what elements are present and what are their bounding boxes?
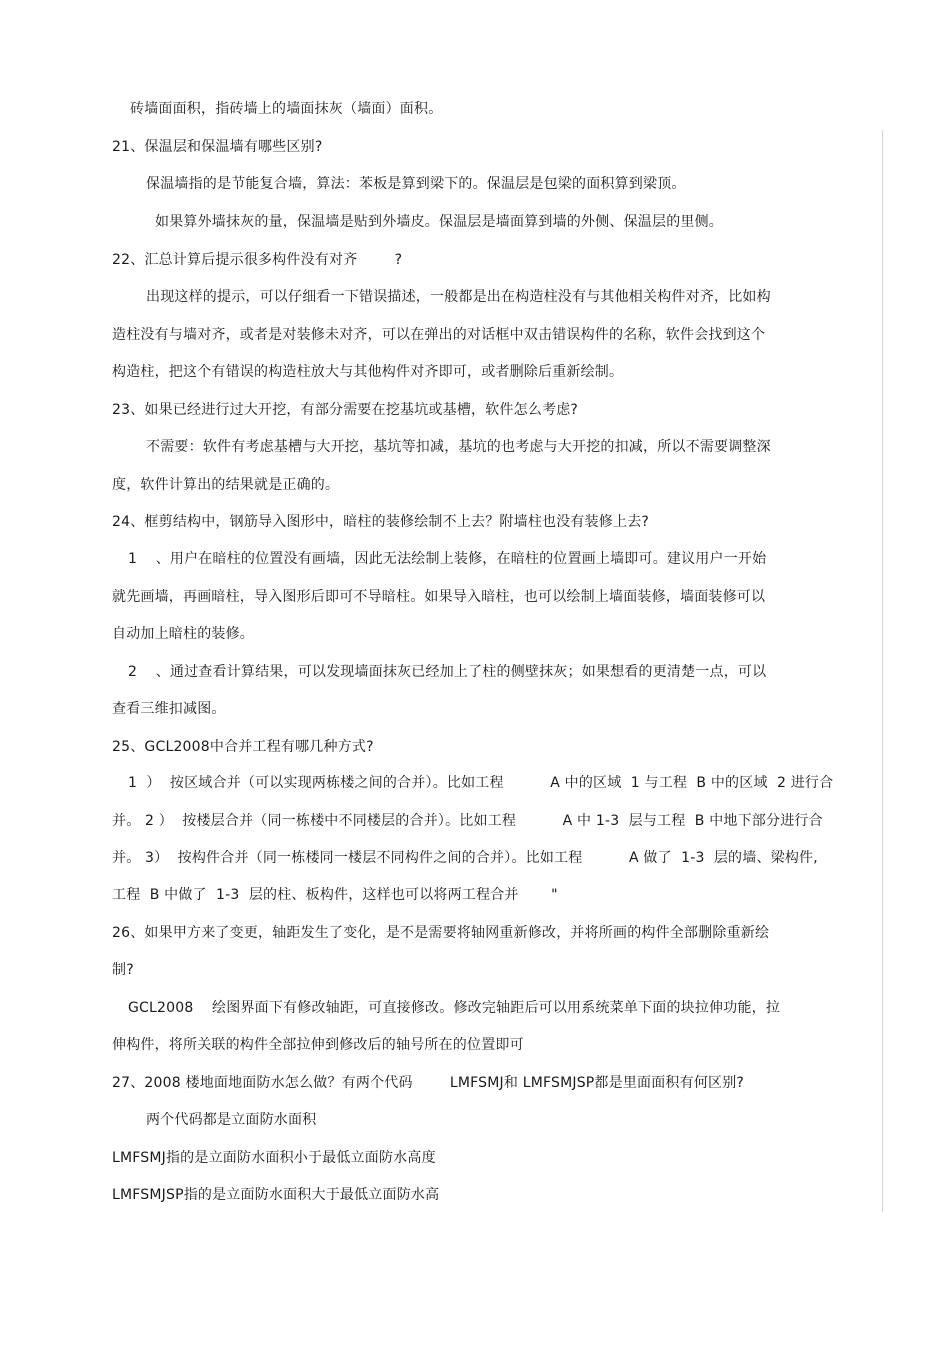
text-line: 制? <box>112 962 134 978</box>
text-line: 1 、用户在暗柱的位置没有画墙，因此无法绘制上装修，在暗柱的位置画上墙即可。建议用户一开始 <box>128 551 767 567</box>
text-line: 砖墙面面积，指砖墙上的墙面抹灰（墙面）面积。 <box>130 101 443 117</box>
text-line: 造柱没有与墙对齐，或者是对装修未对齐，可以在弹出的对话框中双击错误构件的名称，软件会找到这个 <box>112 327 766 343</box>
text-line: 并。 2 ） 按楼层合并（同一栋楼中不同楼层的合并）。比如工程 A 中 1-3 层与工程 B 中地下部分进行合 <box>112 813 823 829</box>
text-line: 两个代码都是立面防水面积 <box>146 1112 317 1128</box>
text-line: GCL2008 绘图界面下有修改轴距，可直接修改。修改完轴距后可以用系统菜单下面的块拉伸功能，拉 <box>128 1000 781 1016</box>
text-line: 出现这样的提示，可以仔细看一下错误描述，一般都是出在构造柱没有与其他相关构件对齐，比如构 <box>146 289 771 305</box>
text-line: 2 、通过查看计算结果，可以发现墙面抹灰已经加上了柱的侧壁抹灰；如果想看的更清楚一点，可以 <box>128 664 767 680</box>
margin-rule <box>882 130 883 1212</box>
text-line: 构造柱，把这个有错误的构造柱放大与其他构件对齐即可，或者删除后重新绘制。 <box>112 364 624 380</box>
question-21: 21、保温层和保温墙有哪些区别? <box>112 139 323 155</box>
text-line: 如果算外墙抹灰的量，保温墙是贴到外墙皮。保温层是墙面算到墙的外侧、保温层的里侧。 <box>155 214 723 230</box>
text-line: 不需要：软件有考虑基槽与大开挖，基坑等扣减，基坑的也考虑与大开挖的扣减，所以不需要调整深 <box>146 439 771 455</box>
question-26: 26、如果甲方来了变更，轴距发生了变化，是不是需要将轴网重新修改，并将所画的构件全部删除重新绘 <box>112 925 770 941</box>
question-23: 23、如果已经进行过大开挖，有部分需要在挖基坑或基槽，软件怎么考虑? <box>112 402 579 418</box>
text-line: 自动加上暗柱的装修。 <box>112 626 254 642</box>
text-line: 伸构件，将所关联的构件全部拉伸到修改后的轴号所在的位置即可 <box>112 1037 524 1053</box>
text-line: 就先画墙，再画暗柱，导入图形后即可不导暗柱。如果导入暗柱，也可以绘制上墙面装修，墙面装修可以 <box>112 589 766 605</box>
question-27: 27、2008 楼地面地面防水怎么做？有两个代码 LMFSMJ和 LMFSMJSP都是里面面积有何区别? <box>112 1075 745 1091</box>
text-line: 1 ） 按区域合并（可以实现两栋楼之间的合并）。比如工程 A 中的区域 1 与工程 B 中的区域 2 进行合 <box>128 775 834 791</box>
text-line: 工程 B 中做了 1-3 层的柱、板构件，这样也可以将两工程合并 " <box>112 887 558 903</box>
text-line: 度，软件计算出的结果就是正确的。 <box>112 477 340 493</box>
question-25: 25、GCL2008中合并工程有哪几种方式? <box>112 739 374 755</box>
text-line: 并。 3） 按构件合并（同一栋楼同一楼层不同构件之间的合并）。比如工程 A 做了 1-3 层的墙、梁构件, <box>112 850 818 866</box>
text-line: LMFSMJ指的是立面防水面积小于最低立面防水高度 <box>112 1150 436 1166</box>
question-22: 22、汇总计算后提示很多构件没有对齐 ? <box>112 252 403 268</box>
text-line: 查看三维扣减图。 <box>112 701 226 717</box>
text-line: LMFSMJSP指的是立面防水面积大于最低立面防水高 <box>112 1187 440 1203</box>
question-24: 24、框剪结构中，钢筋导入图形中，暗柱的装修绘制不上去？附墙柱也没有装修上去? <box>112 514 650 530</box>
text-line: 保温墙指的是节能复合墙，算法：苯板是算到梁下的。保温层是包梁的面积算到梁顶。 <box>146 176 686 192</box>
